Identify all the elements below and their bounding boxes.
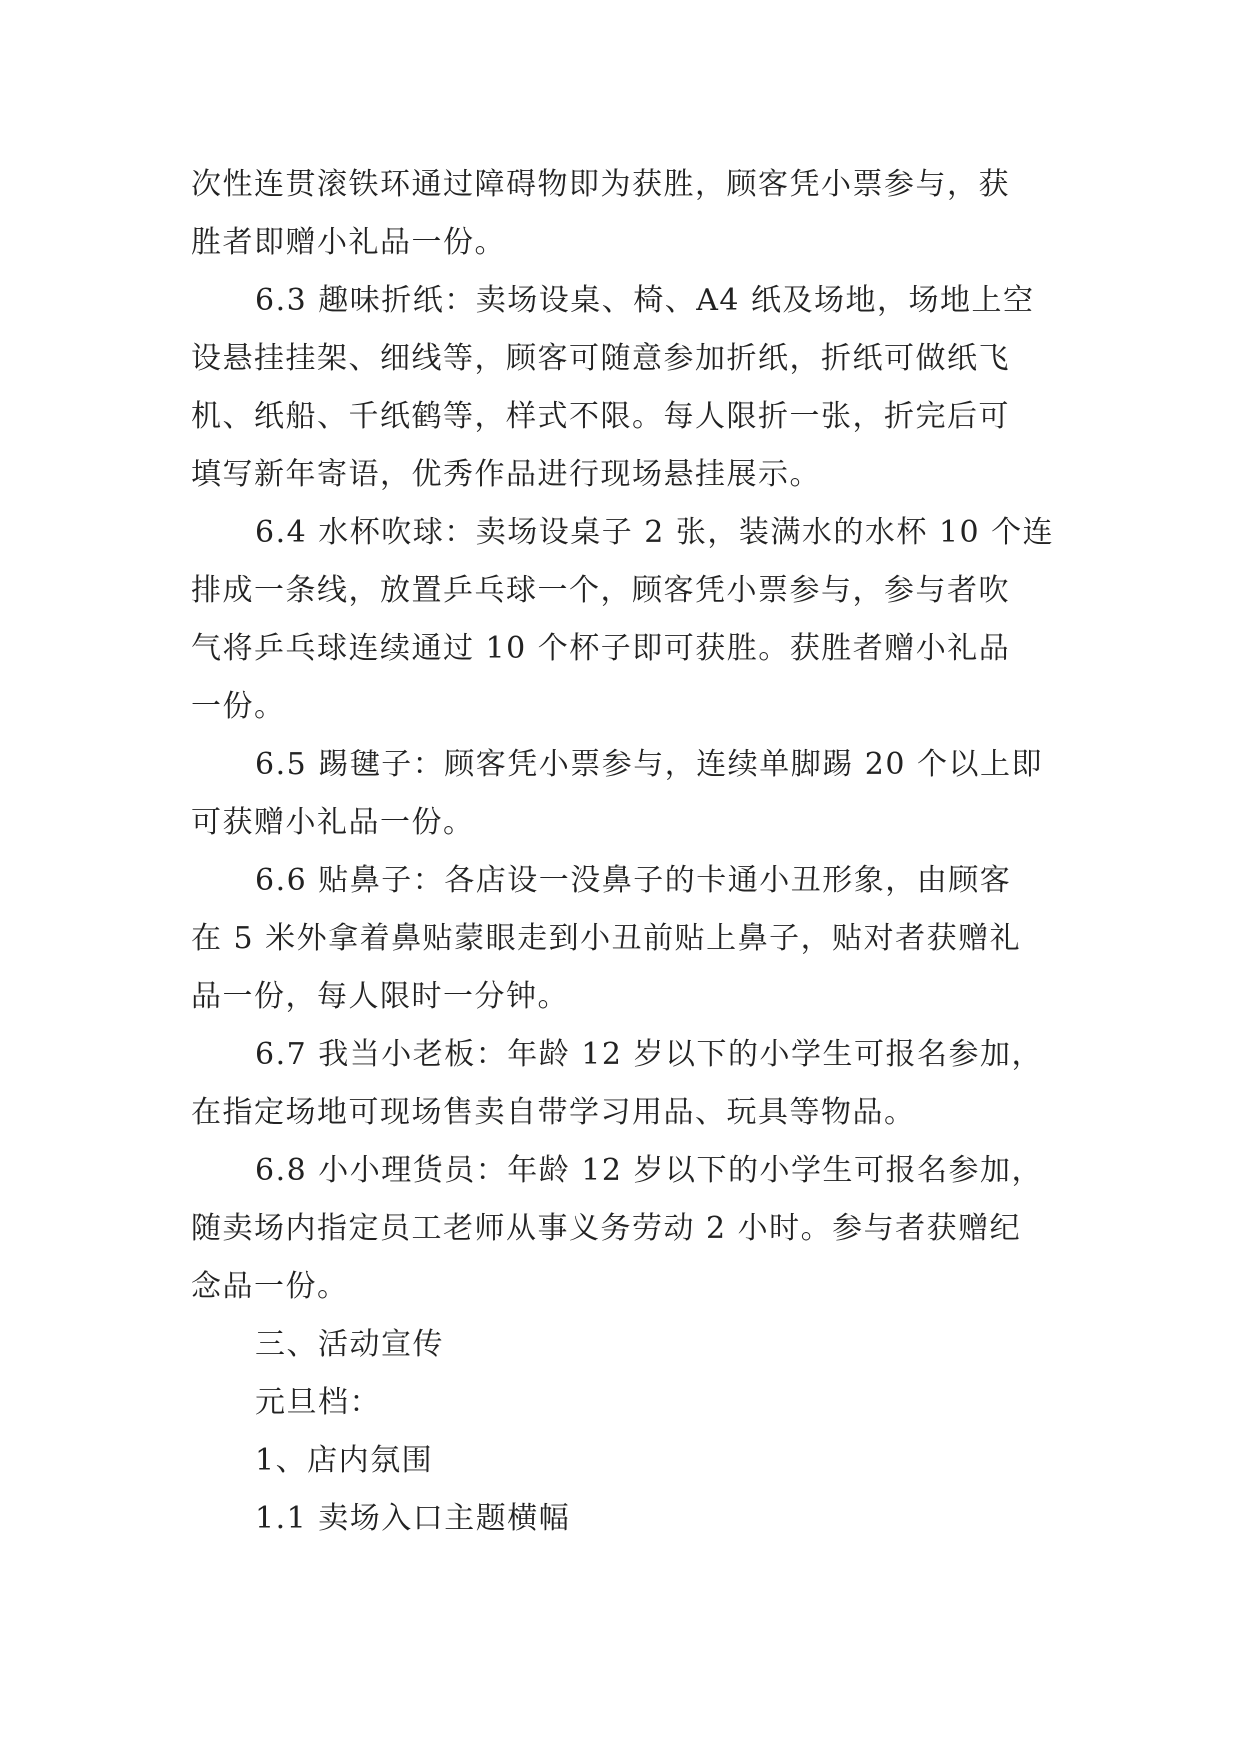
text-line: 1.1 卖场入口主题横幅: [255, 1501, 571, 1536]
text-line: 可获赠小礼品一份。: [191, 805, 475, 840]
text-line: 次性连贯滚铁环通过障碍物即为获胜，顾客凭小票参与，获: [191, 167, 1010, 202]
paragraph: [191, 1316, 1050, 1374]
text-line: 设悬挂挂架、细线等，顾客可随意参加折纸，折纸可做纸飞: [191, 341, 1010, 376]
text-line: 气将乒乓球连续通过 10 个杯子即可获胜。获胜者赠小礼品: [191, 631, 1011, 666]
text-line: 一份。: [191, 689, 286, 724]
text-line: 元旦档：: [255, 1385, 381, 1420]
text-line: 1、店内氛围: [255, 1443, 434, 1478]
paragraph: [191, 852, 1050, 1026]
paragraph: [191, 736, 1050, 852]
text-line: 三、活动宣传: [255, 1327, 444, 1362]
document-body: [191, 156, 1055, 1548]
paragraph: [191, 1142, 1050, 1316]
text-line: 6.6 贴鼻子：各店设一没鼻子的卡通小丑形象，由顾客: [255, 863, 1012, 898]
text-line: 排成一条线，放置乒乓球一个，顾客凭小票参与，参与者吹: [191, 573, 1010, 608]
text-line: 6.7 我当小老板：年龄 12 岁以下的小学生可报名参加，: [255, 1037, 1043, 1072]
paragraph: [191, 1490, 1050, 1548]
text-line: 品一份，每人限时一分钟。: [191, 979, 569, 1014]
text-line: 填写新年寄语，优秀作品进行现场悬挂展示。: [191, 457, 821, 492]
text-line: 6.3 趣味折纸：卖场设桌、椅、A4 纸及场地，场地上空: [255, 283, 1035, 318]
paragraph: [191, 272, 1050, 504]
text-line: 机、纸船、千纸鹤等，样式不限。每人限折一张，折完后可: [191, 399, 1010, 434]
text-line: 在 5 米外拿着鼻贴蒙眼走到小丑前贴上鼻子，贴对者获赠礼: [191, 921, 1022, 956]
text-line: 胜者即赠小礼品一份。: [191, 225, 506, 260]
paragraph: [191, 156, 1050, 272]
text-line: 随卖场内指定员工老师从事义务劳动 2 小时。参与者获赠纪: [191, 1211, 1022, 1246]
text-line: 6.4 水杯吹球：卖场设桌子 2 张，装满水的水杯 10 个连: [255, 515, 1055, 550]
text-line: 念品一份。: [191, 1269, 349, 1304]
text-line: 6.5 踢毽子：顾客凭小票参与，连续单脚踢 20 个以上即: [255, 747, 1043, 782]
paragraph: [191, 1026, 1050, 1142]
text-line: 6.8 小小理货员：年龄 12 岁以下的小学生可报名参加，: [255, 1153, 1043, 1188]
text-line: 在指定场地可现场售卖自带学习用品、玩具等物品。: [191, 1095, 916, 1130]
paragraph: [191, 1374, 1050, 1432]
paragraph: [191, 1432, 1050, 1490]
paragraph: [191, 504, 1055, 736]
